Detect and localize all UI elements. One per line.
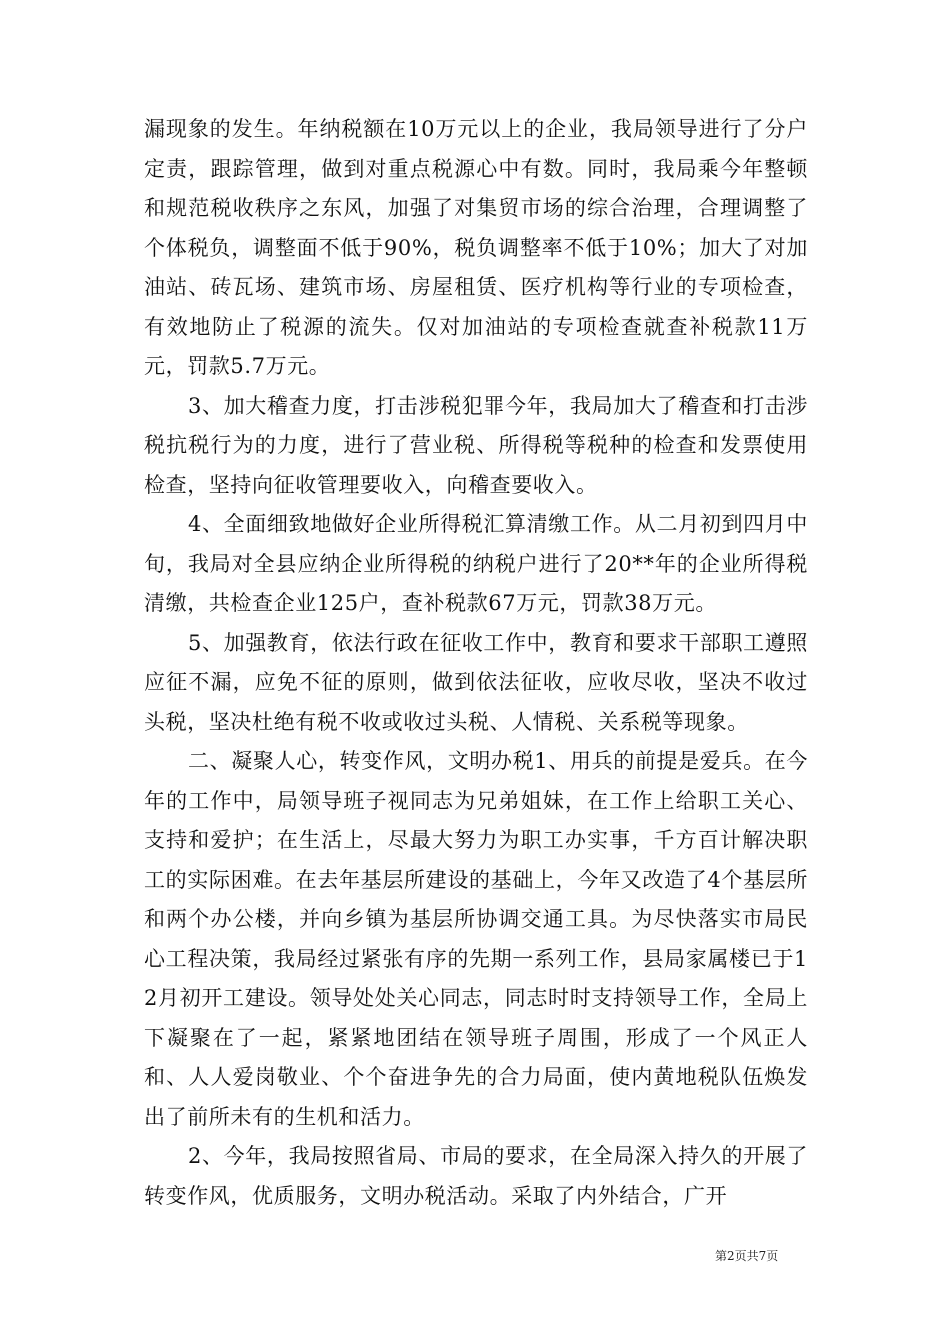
- document-body: [144, 110, 808, 1216]
- paragraph: 5、加强教育，依法行政在征收工作中，教育和要求干部职工遵照应征不漏，应免不征的原则，做到依法征收，应收尽收，坚决不收过头税，坚决杜绝有税不收或收过头税、人情税、关系税等现象。: [144, 630, 808, 734]
- paragraph: 4、全面细致地做好企业所得税汇算清缴工作。从二月初到四月中旬，我局对全县应纳企业所得税的纳税户进行了20**年的企业所得税清缴，共检查企业125户，查补税款67万元，罚款38万元。: [144, 512, 808, 615]
- paragraph: 二、凝聚人心，转变作风，文明办税1、用兵的前提是爱兵。在今年的工作中，局领导班子视同志为兄弟姐妹，在工作上给职工关心、支持和爱护；在生活上，尽最大努力为职工办实事，千方百计解决职工的实际困难。在去年基层所建设的基础上，今年又改造了4个基层所和两个办公楼，并向乡镇为基层所协调交通工具。为尽快落实市局民心工程决策，我局经过紧张有序的先期一系列工作，县局家属楼已于12月初开工建设。领导处处关心同志，同志时时支持领导工作，全局上下凝聚在了一起，紧紧地团结在领导班子周围，形成了一个风正人和、人人爱岗敬业、个个奋进争先的合力局面，使内黄地税队伍焕发出了前所未有的生机和活力。: [144, 749, 808, 1129]
- paragraph: 2、今年，我局按照省局、市局的要求，在全局深入持久的开展了转变作风，优质服务，文明办税活动。采取了内外结合，广开: [144, 1144, 808, 1208]
- paragraph: 3、加大稽查力度，打击涉税犯罪今年，我局加大了稽查和打击涉税抗税行为的力度，进行了营业税、所得税等税种的检查和发票使用检查，坚持向征收管理要收入，向稽查要收入。: [144, 393, 808, 497]
- page-number-footer: 第2页共7页: [715, 1249, 779, 1263]
- paragraph: 漏现象的发生。年纳税额在10万元以上的企业，我局领导进行了分户定责，跟踪管理，做到对重点税源心中有数。同时，我局乘今年整顿和规范税收秩序之东风，加强了对集贸市场的综合治理，合理调整了个体税负，调整面不低于90%，税负调整率不低于10%；加大了对加油站、砖瓦场、建筑市场、房屋租赁、医疗机构等行业的专项检查，有效地防止了税源的流失。仅对加油站的专项检查就查补税款11万元，罚款5.7万元。: [144, 117, 808, 378]
